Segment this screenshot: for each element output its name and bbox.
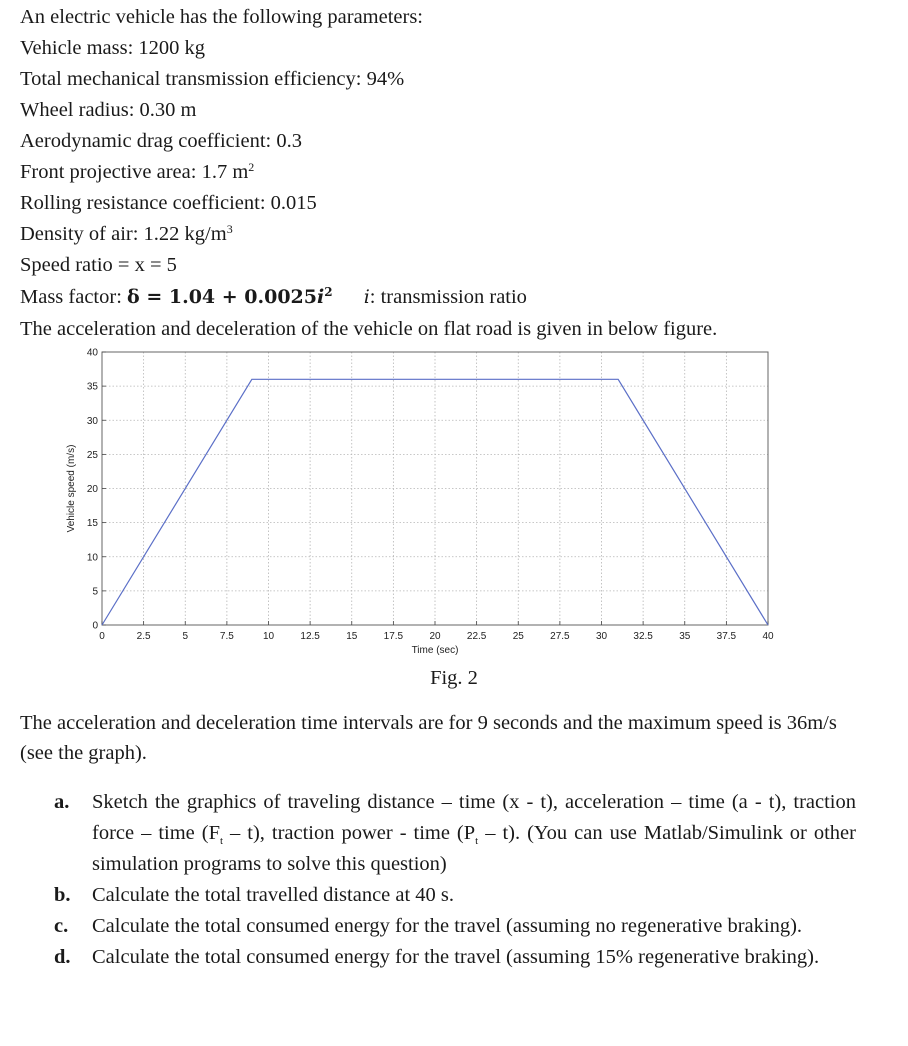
question-text <box>92 787 856 880</box>
question-list <box>54 787 856 973</box>
x-tick-label: 20 <box>429 631 441 642</box>
question-text-part: – t). (You can use Matlab/Simulink or other simulation programs to solve this question) <box>92 822 856 875</box>
question-label: c. <box>54 915 69 937</box>
formula-variable: i <box>317 286 325 308</box>
param-value: 1200 kg <box>138 37 206 59</box>
y-tick-label: 15 <box>86 518 98 530</box>
question-label: d. <box>54 946 71 968</box>
param-label: Density of air: <box>20 223 139 245</box>
question-item-b <box>54 880 856 911</box>
x-tick-label: 0 <box>99 631 105 642</box>
x-tick-label: 10 <box>262 631 275 642</box>
param-value: 1.22 kg/m <box>143 223 227 245</box>
intro-text: An electric vehicle has the following parameters: <box>20 6 424 28</box>
x-tick-label: 15 <box>346 631 358 642</box>
question-text: Calculate the total consumed energy for the travel (assuming no regenerative braking). <box>92 915 803 937</box>
param-label: Speed ratio = x = <box>20 254 162 276</box>
y-axis-label: Vehicle speed (m/s) <box>66 444 77 533</box>
question-item-d <box>54 942 856 973</box>
x-tick-label: 22.5 <box>466 631 487 642</box>
param-front-area <box>20 159 254 185</box>
speed-time-chart <box>60 345 800 667</box>
y-tick-label: 10 <box>86 552 98 564</box>
param-label: Aerodynamic drag coefficient: <box>20 130 272 152</box>
x-tick-label: 25 <box>512 631 524 642</box>
param-value: 0.30 m <box>139 99 197 121</box>
param-value: 0.3 <box>276 130 302 152</box>
param-label: Total mechanical transmission efficiency: <box>20 68 362 90</box>
param-value: 5 <box>166 254 177 276</box>
y-tick-label: 25 <box>86 449 98 461</box>
y-tick-label: 0 <box>92 620 98 632</box>
question-text-part: Sketch the graphics of traveling distance – time (x - t), acceleration – time (a - t), traction force – time (F <box>92 791 856 844</box>
x-tick-label: 27.5 <box>550 631 570 642</box>
question-text: Calculate the total consumed energy for the travel (assuming 15% regenerative braking). <box>92 946 820 968</box>
param-unit-superscript: 2 <box>248 160 255 174</box>
x-tick-label: 2.5 <box>136 631 151 642</box>
param-value: 0.015 <box>270 192 317 214</box>
param-wheel-radius <box>20 97 197 123</box>
param-label: Front projective area: <box>20 161 197 183</box>
x-tick-label: 37.5 <box>716 631 737 642</box>
force-subscript: t <box>219 835 224 848</box>
x-tick-label: 7.5 <box>219 631 234 642</box>
formula-exponent: 2 <box>324 285 333 299</box>
param-speed-ratio <box>20 252 177 278</box>
question-label: a. <box>54 791 70 813</box>
x-axis-label: Time (sec) <box>411 645 459 656</box>
param-label: Vehicle mass: <box>20 37 134 59</box>
graph-intro-text: The acceleration and deceleration of the vehicle on flat road is given in below figure. <box>20 318 718 340</box>
param-mass-factor <box>20 284 527 310</box>
y-tick-label: 5 <box>92 586 98 598</box>
param-drag-coefficient <box>20 128 302 154</box>
x-tick-label: 5 <box>182 631 189 642</box>
param-value: 1.7 m <box>201 161 249 183</box>
param-transmission-efficiency <box>20 66 404 92</box>
x-tick-label: 32.5 <box>633 631 653 642</box>
mass-factor-formula <box>127 286 333 308</box>
note-variable: i <box>363 286 370 308</box>
x-axis-ticks <box>99 621 774 642</box>
param-label: Wheel radius: <box>20 99 135 121</box>
x-tick-label: 17.5 <box>383 631 404 642</box>
mass-factor-note: : transmission ratio <box>369 286 527 308</box>
y-tick-label: 20 <box>86 484 98 495</box>
description-paragraph: The acceleration and deceleration time intervals are for 9 seconds and the maximum speed is 36m/s (see the graph). <box>20 712 837 764</box>
x-tick-label: 12.5 <box>300 631 320 642</box>
y-axis-ticks <box>87 348 106 632</box>
param-value: 94% <box>366 68 405 90</box>
figure-caption: Fig. 2 <box>430 667 478 689</box>
chart-grid <box>102 352 768 625</box>
y-tick-label: 40 <box>86 347 98 359</box>
question-text-part: – t), traction power - time (P <box>223 822 476 844</box>
y-tick-label: 35 <box>86 381 98 393</box>
param-rolling-resistance <box>20 190 317 216</box>
param-label: Rolling resistance coefficient: <box>20 192 266 214</box>
question-item-c <box>54 911 856 942</box>
mass-factor-label: Mass factor: <box>20 286 122 308</box>
x-tick-label: 35 <box>679 631 691 642</box>
y-tick-label: 30 <box>86 415 98 427</box>
param-air-density <box>20 221 233 247</box>
x-tick-label: 30 <box>595 631 608 642</box>
power-subscript: t <box>475 835 479 848</box>
param-unit-superscript: 3 <box>226 222 233 236</box>
question-item-a <box>54 787 856 880</box>
x-tick-label: 40 <box>762 631 774 642</box>
question-text: Calculate the total travelled distance at 40 s. <box>92 884 455 906</box>
formula-prefix: δ = 1.04 + 0.0025 <box>127 286 317 308</box>
param-vehicle-mass <box>20 35 205 61</box>
question-label: b. <box>54 884 71 906</box>
